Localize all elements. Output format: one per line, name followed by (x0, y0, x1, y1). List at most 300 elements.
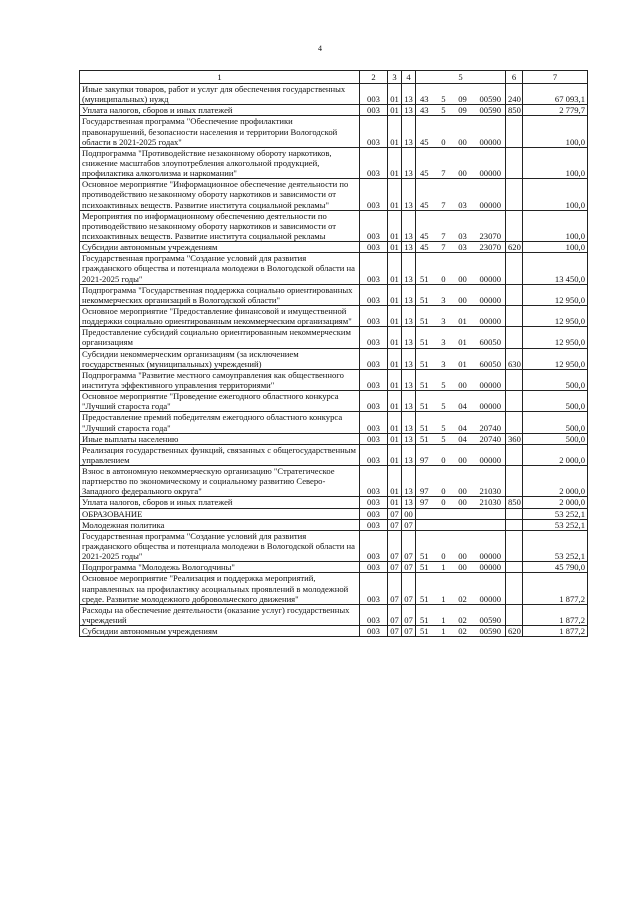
chapter-code: 003 (360, 412, 388, 433)
amount: 2 000,0 (523, 466, 588, 497)
target-article-code (416, 305, 506, 326)
row-name: Основное мероприятие "Проведение ежегодного областного конкурса "Лучший староста года" (80, 391, 360, 412)
chapter-code: 003 (360, 348, 388, 369)
target-article-part: 00 (458, 273, 467, 284)
amount: 1 877,2 (523, 604, 588, 625)
row-name: Субсидии автономным учреждениям (80, 242, 360, 253)
target-article-part: 0 (441, 551, 446, 562)
section-code: 07 (388, 626, 402, 637)
target-article-code (416, 466, 506, 497)
row-name: Предоставление премий победителям ежегодного областного конкурса "Лучший староста года" (80, 412, 360, 433)
expense-type-code: 240 (506, 84, 523, 105)
row-name: Подпрограмма "Противодействие незаконному обороту наркотиков, снижение масштабов злоупотребления алкогольной продукцией, профилактика алкоголизма и наркомании" (80, 147, 360, 178)
row-name: Молодежная политика (80, 519, 360, 530)
target-article-part: 00000 (479, 593, 501, 604)
chapter-code: 003 (360, 253, 388, 284)
chapter-code: 003 (360, 433, 388, 444)
row-name: Субсидии некоммерческим организациям (за исключением государственных (муниципальных) учреждений) (80, 348, 360, 369)
expense-type-code (506, 519, 523, 530)
target-article-part: 00 (458, 497, 467, 508)
target-article-part: 7 (441, 199, 446, 210)
table-row (80, 508, 588, 519)
target-article-part: 45 (420, 199, 429, 210)
table-row (80, 444, 588, 465)
target-article-part: 5 (441, 433, 446, 444)
target-article-part: 04 (458, 401, 467, 412)
subsection-code: 13 (402, 147, 416, 178)
header-cell: 4 (402, 71, 416, 84)
expense-type-code (506, 305, 523, 326)
expense-type-code: 360 (506, 433, 523, 444)
table-row (80, 348, 588, 369)
target-article-code (416, 508, 506, 519)
target-article-parts (418, 615, 503, 625)
chapter-code: 003 (360, 84, 388, 105)
table-row (80, 305, 588, 326)
target-article-code (416, 147, 506, 178)
section-code: 01 (388, 497, 402, 508)
subsection-code: 13 (402, 105, 416, 116)
amount: 100,0 (523, 116, 588, 147)
target-article-parts (418, 137, 503, 147)
target-article-part: 5 (441, 379, 446, 390)
target-article-parts (418, 423, 503, 433)
subsection-code: 07 (402, 573, 416, 604)
table-row (80, 626, 588, 637)
header-cell: 6 (506, 71, 523, 84)
target-article-part: 45 (420, 242, 429, 253)
target-article-code (416, 573, 506, 604)
table-row (80, 530, 588, 561)
section-code: 07 (388, 562, 402, 573)
target-article-part: 03 (458, 199, 467, 210)
page-number: 4 (318, 44, 322, 53)
target-article-code (416, 210, 506, 241)
target-article-parts (418, 562, 503, 572)
target-article-part: 00590 (479, 626, 501, 637)
target-article-part: 51 (420, 337, 429, 348)
target-article-part: 21030 (479, 486, 501, 497)
target-article-part: 7 (441, 242, 446, 253)
target-article-code (416, 253, 506, 284)
target-article-part: 02 (458, 615, 467, 626)
target-article-part: 3 (441, 316, 446, 327)
target-article-code (416, 562, 506, 573)
chapter-code: 003 (360, 116, 388, 147)
target-article-parts (418, 551, 503, 561)
subsection-code: 13 (402, 305, 416, 326)
expense-type-code (506, 179, 523, 210)
target-article-part: 43 (420, 105, 429, 116)
chapter-code: 003 (360, 444, 388, 465)
amount: 45 790,0 (523, 562, 588, 573)
table-row (80, 604, 588, 625)
target-article-parts (418, 168, 503, 178)
section-code: 01 (388, 210, 402, 241)
target-article-code (416, 626, 506, 637)
row-name: Подпрограмма "Государственная поддержка социально ориентированных некоммерческих организаций в Вологодской области" (80, 284, 360, 305)
target-article-part: 1 (441, 615, 446, 626)
target-article-part: 00000 (479, 273, 501, 284)
subsection-code: 13 (402, 444, 416, 465)
section-code: 01 (388, 412, 402, 433)
row-name: Иные выплаты населению (80, 433, 360, 444)
expense-type-code (506, 369, 523, 390)
target-article-part: 3 (441, 337, 446, 348)
chapter-code: 003 (360, 604, 388, 625)
expense-type-code (506, 508, 523, 519)
table-row (80, 412, 588, 433)
target-article-parts (418, 274, 503, 284)
chapter-code: 003 (360, 519, 388, 530)
target-article-parts (418, 455, 503, 465)
target-article-parts (418, 359, 503, 369)
target-article-code (416, 242, 506, 253)
target-article-part: 3 (441, 294, 446, 305)
target-article-code (416, 116, 506, 147)
target-article-part: 0 (441, 454, 446, 465)
expense-type-code (506, 147, 523, 178)
header-cell: 2 (360, 71, 388, 84)
target-article-part: 00 (458, 379, 467, 390)
target-article-part: 00 (458, 562, 467, 573)
target-article-part: 60050 (479, 358, 501, 369)
expense-type-code (506, 604, 523, 625)
amount: 500,0 (523, 433, 588, 444)
table-row (80, 253, 588, 284)
table-row (80, 84, 588, 105)
target-article-part: 51 (420, 379, 429, 390)
target-article-part: 0 (441, 273, 446, 284)
chapter-code: 003 (360, 497, 388, 508)
chapter-code: 003 (360, 369, 388, 390)
expense-type-code (506, 444, 523, 465)
row-name: Субсидии автономным учреждениям (80, 626, 360, 637)
expense-type-code (506, 284, 523, 305)
table-row (80, 179, 588, 210)
section-code: 01 (388, 369, 402, 390)
subsection-code: 13 (402, 210, 416, 241)
table-row (80, 210, 588, 241)
target-article-part: 00000 (479, 551, 501, 562)
row-name: Взнос в автономную некоммерческую организацию "Стратегическое партнерство по экономическому и социальному развитию Северо-Западного федерального округа" (80, 466, 360, 497)
section-code: 01 (388, 253, 402, 284)
target-article-part: 3 (441, 358, 446, 369)
header-cell: 7 (523, 71, 588, 84)
expense-type-code (506, 412, 523, 433)
subsection-code: 07 (402, 519, 416, 530)
chapter-code: 003 (360, 508, 388, 519)
target-article-part: 7 (441, 230, 446, 241)
target-article-part: 04 (458, 433, 467, 444)
amount: 100,0 (523, 179, 588, 210)
chapter-code: 003 (360, 210, 388, 241)
target-article-part: 01 (458, 316, 467, 327)
target-article-part: 1 (441, 626, 446, 637)
target-article-part: 51 (420, 422, 429, 433)
target-article-parts (418, 231, 503, 241)
target-article-part: 01 (458, 337, 467, 348)
target-article-part: 00590 (479, 94, 501, 105)
section-code: 01 (388, 116, 402, 147)
amount: 12 950,0 (523, 348, 588, 369)
target-article-code (416, 84, 506, 105)
row-name: Мероприятия по информационному обеспечению деятельности по противодействию незаконному обороту наркотиков и зависимости от психоактивных веществ. Развитие института социальной рекламы (80, 210, 360, 241)
table-row (80, 327, 588, 348)
subsection-code: 13 (402, 242, 416, 253)
target-article-part: 04 (458, 422, 467, 433)
amount: 12 950,0 (523, 305, 588, 326)
target-article-part: 00590 (479, 615, 501, 626)
chapter-code: 003 (360, 242, 388, 253)
target-article-code (416, 444, 506, 465)
expense-type-code (506, 116, 523, 147)
chapter-code: 003 (360, 327, 388, 348)
section-code: 07 (388, 519, 402, 530)
table-row (80, 391, 588, 412)
expense-type-code: 850 (506, 497, 523, 508)
target-article-part: 09 (458, 105, 467, 116)
target-article-part: 51 (420, 358, 429, 369)
target-article-part: 51 (420, 294, 429, 305)
expense-type-code (506, 466, 523, 497)
amount: 13 450,0 (523, 253, 588, 284)
section-code: 01 (388, 84, 402, 105)
expense-type-code (506, 562, 523, 573)
target-article-parts (418, 486, 503, 496)
target-article-part: 51 (420, 626, 429, 637)
target-article-code (416, 284, 506, 305)
amount: 1 877,2 (523, 573, 588, 604)
amount: 500,0 (523, 391, 588, 412)
target-article-part: 21030 (479, 497, 501, 508)
amount: 2 000,0 (523, 497, 588, 508)
target-article-part: 00000 (479, 379, 501, 390)
section-code: 07 (388, 530, 402, 561)
section-code: 01 (388, 284, 402, 305)
target-article-part: 00 (458, 168, 467, 179)
table-row (80, 562, 588, 573)
target-article-code (416, 179, 506, 210)
target-article-code (416, 105, 506, 116)
chapter-code: 003 (360, 147, 388, 178)
section-code: 07 (388, 508, 402, 519)
target-article-code (416, 497, 506, 508)
section-code: 01 (388, 147, 402, 178)
amount: 100,0 (523, 210, 588, 241)
amount: 500,0 (523, 369, 588, 390)
subsection-code: 13 (402, 84, 416, 105)
target-article-part: 00000 (479, 562, 501, 573)
expense-type-code (506, 210, 523, 241)
target-article-code (416, 369, 506, 390)
table-row (80, 147, 588, 178)
section-code: 01 (388, 305, 402, 326)
table-row (80, 116, 588, 147)
row-name: Предоставление субсидий социально ориентированным некоммерческим организациям (80, 327, 360, 348)
row-name: Государственная программа "Обеспечение профилактики правонарушений, безопасности населения и территории Вологодской области в 2021-2025 годах" (80, 116, 360, 147)
table-row (80, 433, 588, 444)
chapter-code: 003 (360, 305, 388, 326)
subsection-code: 13 (402, 179, 416, 210)
target-article-parts (418, 337, 503, 347)
target-article-part: 00 (458, 294, 467, 305)
amount: 2 779,7 (523, 105, 588, 116)
target-article-code (416, 412, 506, 433)
header-cell: 5 (416, 71, 506, 84)
section-code: 01 (388, 433, 402, 444)
table-row (80, 519, 588, 530)
chapter-code: 003 (360, 530, 388, 561)
subsection-code: 13 (402, 253, 416, 284)
target-article-parts (418, 626, 503, 636)
target-article-part: 00 (458, 551, 467, 562)
target-article-parts (418, 401, 503, 411)
amount: 100,0 (523, 242, 588, 253)
target-article-part: 51 (420, 593, 429, 604)
row-name: Основное мероприятие "Предоставление финансовой и имущественной поддержки социально ориентированным некоммерческим организациям" (80, 305, 360, 326)
target-article-part: 97 (420, 454, 429, 465)
amount: 500,0 (523, 412, 588, 433)
header-cell: 3 (388, 71, 402, 84)
row-name: Уплата налогов, сборов и иных платежей (80, 497, 360, 508)
target-article-part: 45 (420, 168, 429, 179)
target-article-part: 01 (458, 358, 467, 369)
chapter-code: 003 (360, 179, 388, 210)
expense-type-code: 620 (506, 242, 523, 253)
target-article-part: 0 (441, 497, 446, 508)
target-article-part: 00 (458, 454, 467, 465)
chapter-code: 003 (360, 573, 388, 604)
table-row (80, 497, 588, 508)
section-code: 01 (388, 327, 402, 348)
row-name: Подпрограмма "Молодежь Вологодчины" (80, 562, 360, 573)
amount: 12 950,0 (523, 327, 588, 348)
target-article-part: 00 (458, 136, 467, 147)
target-article-part: 51 (420, 401, 429, 412)
target-article-part: 51 (420, 562, 429, 573)
row-name: Иные закупки товаров, работ и услуг для обеспечения государственных (муниципальных) нужд (80, 84, 360, 105)
row-name: Государственная программа "Создание условий для развития гражданского общества и потенциала молодежи в Вологодской области на 2021-2025 годы" (80, 253, 360, 284)
amount: 2 000,0 (523, 444, 588, 465)
table-row (80, 466, 588, 497)
target-article-part: 23070 (479, 242, 501, 253)
target-article-part: 1 (441, 562, 446, 573)
expense-type-code (506, 573, 523, 604)
target-article-part: 45 (420, 136, 429, 147)
amount: 53 252,1 (523, 519, 588, 530)
section-code: 01 (388, 391, 402, 412)
expense-type-code: 850 (506, 105, 523, 116)
target-article-part: 00000 (479, 136, 501, 147)
amount: 100,0 (523, 147, 588, 178)
target-article-part: 00000 (479, 199, 501, 210)
section-code: 07 (388, 573, 402, 604)
target-article-parts (418, 105, 503, 115)
target-article-part: 97 (420, 486, 429, 497)
target-article-code (416, 530, 506, 561)
chapter-code: 003 (360, 284, 388, 305)
target-article-code (416, 519, 506, 530)
chapter-code: 003 (360, 391, 388, 412)
target-article-part: 00000 (479, 316, 501, 327)
amount: 12 950,0 (523, 284, 588, 305)
table-row (80, 369, 588, 390)
target-article-part: 03 (458, 242, 467, 253)
target-article-parts (418, 94, 503, 104)
subsection-code: 07 (402, 530, 416, 561)
row-name: Расходы на обеспечение деятельности (оказание услуг) государственных учреждений (80, 604, 360, 625)
amount: 1 877,2 (523, 626, 588, 637)
subsection-code: 07 (402, 626, 416, 637)
target-article-part: 5 (441, 422, 446, 433)
target-article-part: 02 (458, 593, 467, 604)
table-header-row (80, 71, 588, 84)
section-code: 01 (388, 348, 402, 369)
subsection-code: 13 (402, 284, 416, 305)
subsection-code: 13 (402, 369, 416, 390)
subsection-code: 13 (402, 497, 416, 508)
subsection-code: 00 (402, 508, 416, 519)
target-article-parts (418, 497, 503, 507)
amount: 53 252,1 (523, 530, 588, 561)
section-code: 01 (388, 466, 402, 497)
target-article-part: 0 (441, 136, 446, 147)
table-row (80, 573, 588, 604)
table-row (80, 105, 588, 116)
target-article-part: 97 (420, 497, 429, 508)
subsection-code: 13 (402, 116, 416, 147)
row-name: Государственная программа "Создание условий для развития гражданского общества и потенциала молодежи в Вологодской области на 2021-2025 годы" (80, 530, 360, 561)
target-article-part: 51 (420, 615, 429, 626)
target-article-part: 23070 (479, 230, 501, 241)
target-article-part: 00 (458, 486, 467, 497)
target-article-part: 51 (420, 433, 429, 444)
target-article-part: 51 (420, 551, 429, 562)
expense-type-code: 620 (506, 626, 523, 637)
target-article-part: 09 (458, 94, 467, 105)
header-cell: 1 (80, 71, 360, 84)
target-article-part: 20740 (479, 433, 501, 444)
target-article-part: 43 (420, 94, 429, 105)
target-article-code (416, 348, 506, 369)
subsection-code: 13 (402, 391, 416, 412)
target-article-parts (418, 242, 503, 252)
target-article-part: 5 (441, 94, 446, 105)
target-article-part: 7 (441, 168, 446, 179)
target-article-parts (418, 316, 503, 326)
target-article-parts (418, 594, 503, 604)
target-article-part: 0 (441, 486, 446, 497)
target-article-code (416, 604, 506, 625)
table-row (80, 242, 588, 253)
expense-type-code (506, 327, 523, 348)
chapter-code: 003 (360, 466, 388, 497)
subsection-code: 07 (402, 562, 416, 573)
row-name: Основное мероприятие "Реализация и поддержка мероприятий, направленных на профилактику асоциальных проявлений в молодежной среде. Развитие молодежного добровольческого движения" (80, 573, 360, 604)
budget-table (79, 70, 588, 637)
target-article-part: 00000 (479, 454, 501, 465)
target-article-part: 03 (458, 230, 467, 241)
row-name: Основное мероприятие "Информационное обеспечение деятельности по противодействию незаконному обороту наркотиков и зависимости от психоактивных веществ. Развитие института социальной рекламы" (80, 179, 360, 210)
section-code: 01 (388, 242, 402, 253)
target-article-code (416, 391, 506, 412)
section-code: 01 (388, 444, 402, 465)
section-code: 07 (388, 604, 402, 625)
target-article-parts (418, 295, 503, 305)
section-code: 01 (388, 179, 402, 210)
target-article-part: 5 (441, 105, 446, 116)
